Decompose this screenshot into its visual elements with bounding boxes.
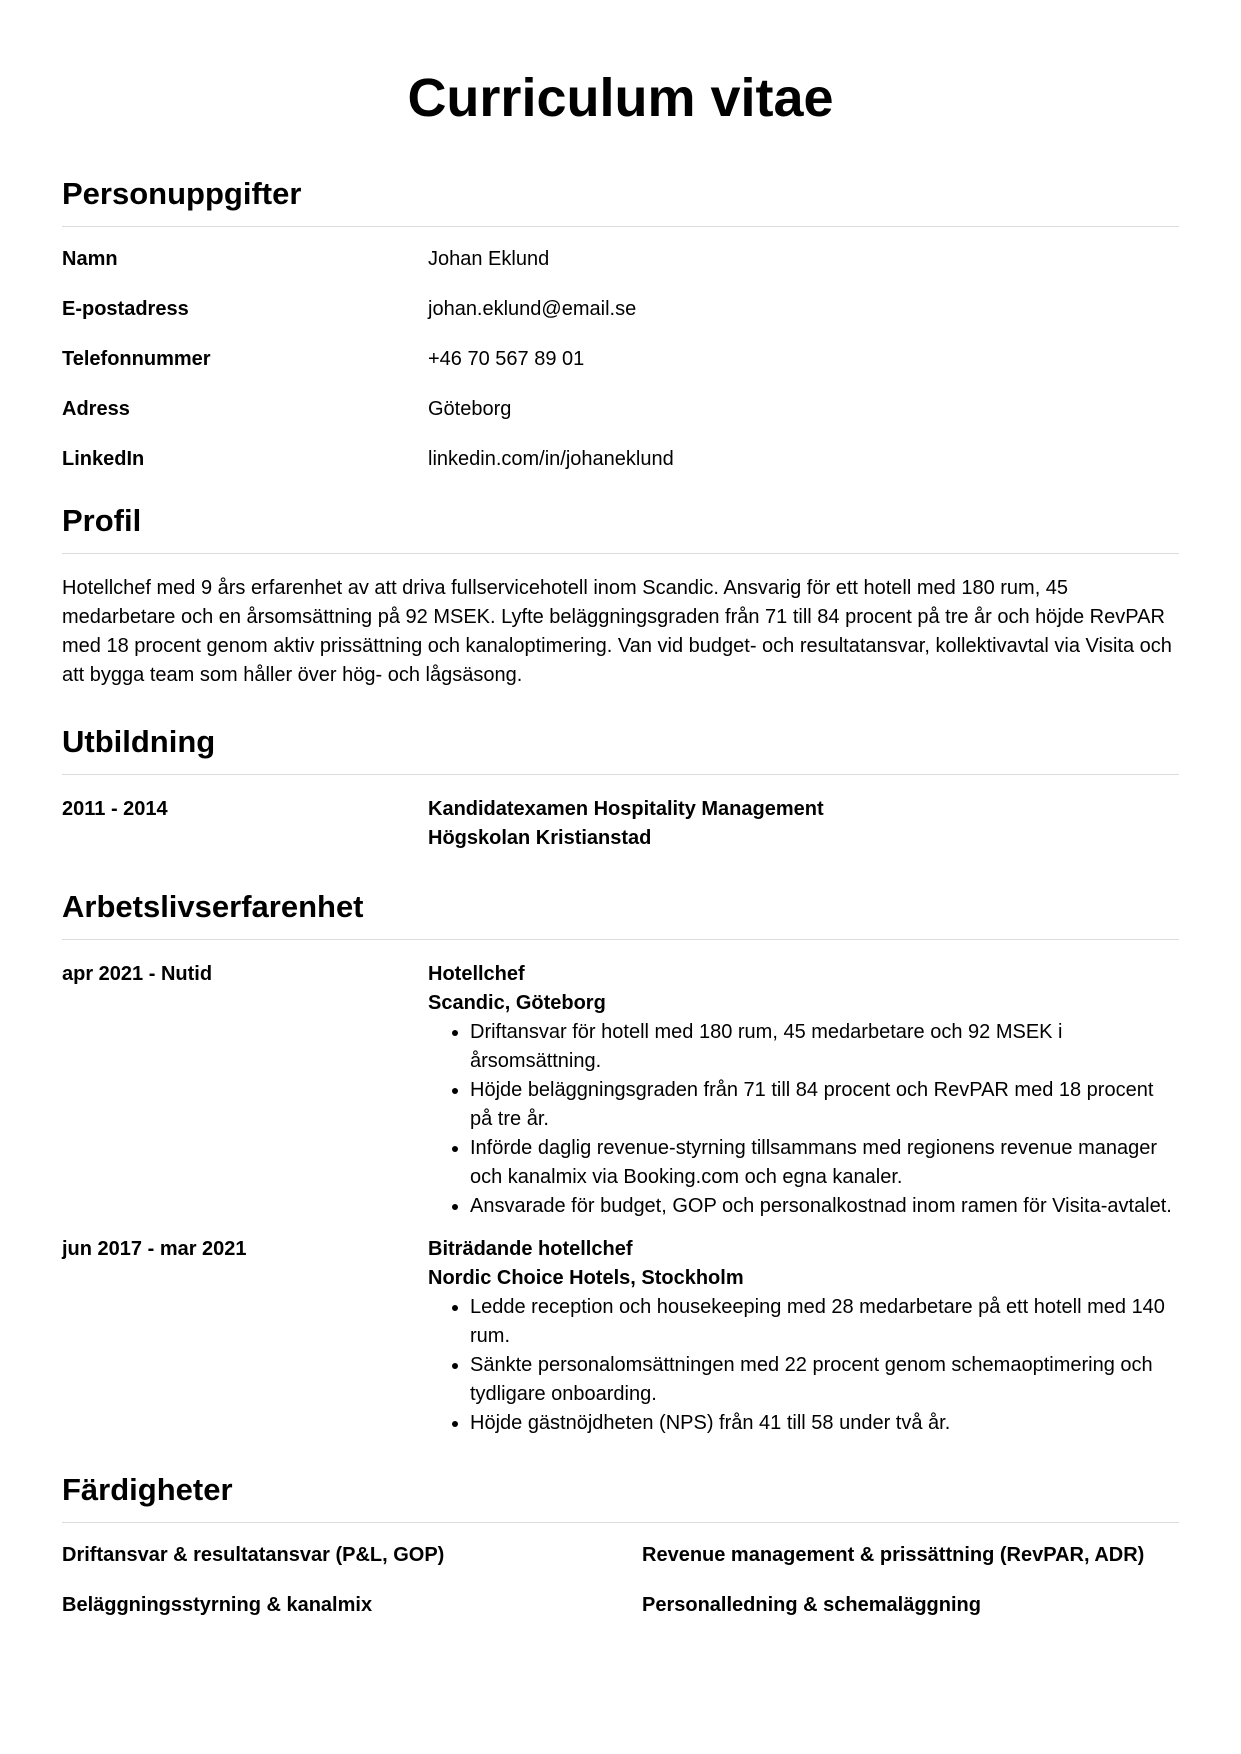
personal-row-email [62, 295, 1179, 345]
experience-entry [62, 1235, 1179, 1438]
personal-value: linkedin.com/in/johaneklund [428, 448, 674, 470]
profile-section [62, 503, 1179, 690]
personal-row-phone [62, 345, 1179, 395]
personal-value: Göteborg [428, 398, 512, 420]
experience-bullets [428, 1018, 1179, 1221]
personal-section [62, 176, 1179, 495]
personal-row-name [62, 245, 1179, 295]
profile-summary: Hotellchef med 9 års erfarenhet av att driva fullservicehotell inom Scandic. Ansvarig för ett hotell med 180 rum, 45 medarbetare och en årsomsättning på 92 MSEK. Lyfte beläggningsgraden från 71 till 84 procent på tre år och höjde RevPAR med 18 procent genom aktiv prissättning och kanaloptimering. Van vid budget- och resultatansvar, kollektivavtal via Visita och att bygga team som håller över hög- och lågsäsong. [62, 577, 1172, 686]
experience-bullets [428, 1293, 1179, 1438]
experience-bullet: • Höjde gästnöjdheten (NPS) från 41 till 58 under två år. [470, 1409, 1179, 1438]
experience-bullet: • Höjde beläggningsgraden från 71 till 84 procent och RevPAR med 18 procent på tre år. [470, 1076, 1179, 1134]
experience-date: apr 2021 - Nutid [62, 963, 213, 985]
personal-label: Adress [62, 398, 130, 420]
personal-row-linkedin [62, 445, 1179, 495]
section-heading-skills: Färdigheter [62, 1472, 1179, 1523]
skill-item: Driftansvar & resultatansvar (P&L, GOP) [62, 1544, 445, 1566]
section-heading-profile: Profil [62, 503, 1179, 554]
personal-value: Johan Eklund [428, 248, 550, 270]
skill-item: Personalledning & schemaläggning [642, 1594, 981, 1616]
education-body [428, 795, 1179, 853]
skills-section [62, 1472, 1179, 1641]
section-heading-personal: Personuppgifter [62, 176, 1179, 227]
section-heading-education: Utbildning [62, 724, 1179, 775]
education-school: Högskolan Kristianstad [428, 827, 652, 849]
experience-role: Biträdande hotellchef [428, 1238, 633, 1260]
skill-item: Beläggningsstyrning & kanalmix [62, 1594, 373, 1616]
experience-body [428, 1235, 1179, 1438]
personal-label: LinkedIn [62, 448, 145, 470]
experience-bullet: • Ledde reception och housekeeping med 28 medarbetare på ett hotell med 140 rum. [470, 1293, 1179, 1351]
section-heading-experience: Arbetslivserfarenhet [62, 889, 1179, 940]
document-title: Curriculum vitae [407, 68, 834, 128]
personal-label: Telefonnummer [62, 348, 211, 370]
education-section [62, 724, 1179, 853]
skill-item: Revenue management & prissättning (RevPAR, ADR) [642, 1544, 1145, 1566]
personal-value: johan.eklund@email.se [428, 298, 637, 320]
experience-employer: Nordic Choice Hotels, Stockholm [428, 1267, 744, 1289]
personal-label: E-postadress [62, 298, 189, 320]
skills-grid [62, 1541, 1179, 1641]
education-entry [62, 795, 1179, 853]
experience-section [62, 889, 1179, 1438]
experience-bullet: • Införde daglig revenue-styrning tillsammans med regionens revenue manager och kanalmix via Booking.com och egna kanaler. [470, 1134, 1179, 1192]
experience-bullet: • Sänkte personalomsättningen med 22 procent genom schemaoptimering och tydligare onboarding. [470, 1351, 1179, 1409]
experience-bullet: • Driftansvar för hotell med 180 rum, 45 medarbetare och 92 MSEK i årsomsättning. [470, 1018, 1179, 1076]
personal-label: Namn [62, 248, 118, 270]
experience-employer: Scandic, Göteborg [428, 992, 606, 1014]
education-date: 2011 - 2014 [62, 798, 168, 820]
experience-role: Hotellchef [428, 963, 525, 985]
experience-entry [62, 960, 1179, 1221]
experience-bullet: • Ansvarade för budget, GOP och personalkostnad inom ramen för Visita-avtalet. [470, 1192, 1179, 1221]
education-degree: Kandidatexamen Hospitality Management [428, 798, 824, 820]
personal-row-address [62, 395, 1179, 445]
personal-value: +46 70 567 89 01 [428, 348, 585, 370]
personal-details [62, 245, 1179, 495]
experience-date: jun 2017 - mar 2021 [62, 1238, 247, 1260]
experience-body [428, 960, 1179, 1221]
